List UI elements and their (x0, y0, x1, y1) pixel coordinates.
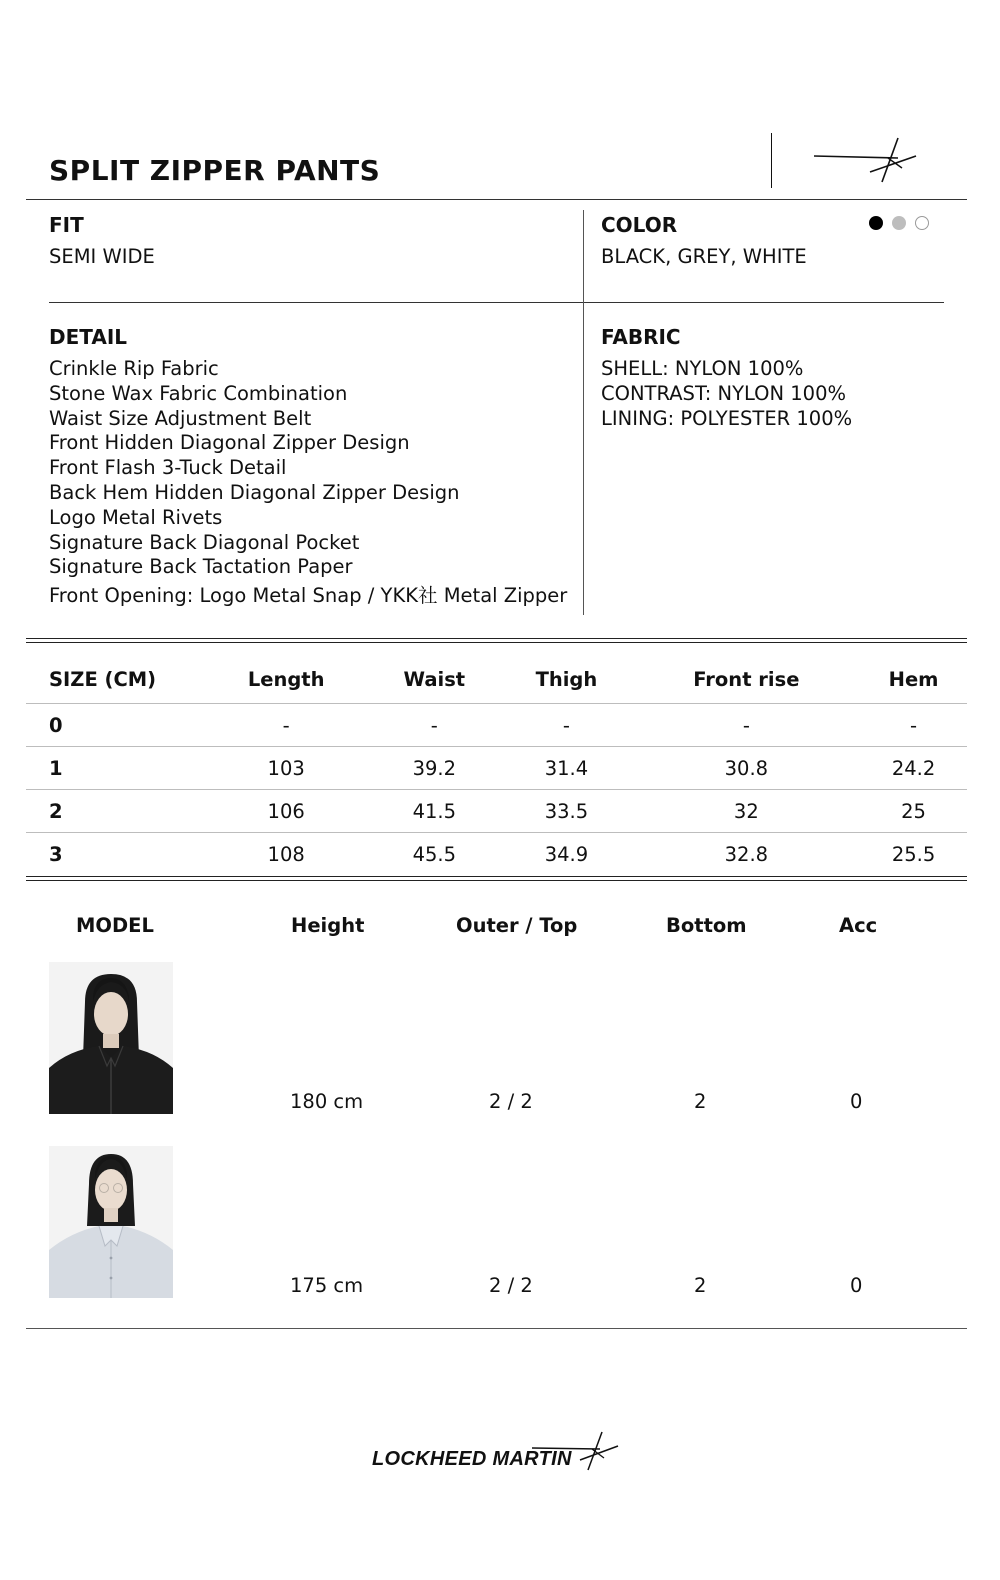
size-table (26, 656, 967, 875)
column-header: SIZE (CM) (26, 656, 204, 704)
table-cell: 32 (633, 790, 861, 833)
list-item: Back Hem Hidden Diagonal Zipper Design (49, 480, 460, 504)
table-cell: 41.5 (368, 790, 500, 833)
fit-value: SEMI WIDE (49, 245, 155, 268)
model-outer-top: 2 / 2 (489, 1090, 533, 1113)
table-cell: 31.4 (500, 747, 632, 790)
header-rule (26, 199, 967, 200)
table-cell: 32.8 (633, 833, 861, 876)
table-cell: - (860, 704, 967, 747)
color-swatch-white (915, 216, 929, 230)
section-rule-left (49, 302, 583, 303)
fabric-label: FABRIC (601, 325, 681, 349)
star-logo-icon (530, 1430, 622, 1476)
model-height: 175 cm (290, 1274, 364, 1297)
model-acc: 0 (850, 1090, 863, 1113)
table-cell: - (500, 704, 632, 747)
table-cell: 108 (204, 833, 368, 876)
column-header: Thigh (500, 656, 632, 704)
list-item: Waist Size Adjustment Belt (49, 406, 312, 430)
table-cell: 103 (204, 747, 368, 790)
height-header: Height (291, 914, 365, 937)
table-cell: 0 (26, 704, 204, 747)
detail-list (49, 357, 567, 609)
table-top-rule (26, 638, 967, 643)
column-divider (583, 210, 584, 615)
model-photo (49, 962, 173, 1114)
model-bottom: 2 (694, 1274, 707, 1297)
bottom-header: Bottom (666, 914, 747, 937)
list-item: SHELL: NYLON 100% (601, 357, 804, 380)
color-swatches (869, 216, 929, 230)
acc-header: Acc (839, 914, 878, 937)
fit-label: FIT (49, 213, 84, 237)
table-cell: 106 (204, 790, 368, 833)
fabric-list (601, 357, 852, 431)
list-item: Signature Back Diagonal Pocket (49, 530, 360, 554)
table-cell: 34.9 (500, 833, 632, 876)
column-header: Front rise (633, 656, 861, 704)
footer-brand: LOCKHEED MARTIN (372, 1448, 572, 1470)
table-row (26, 747, 967, 790)
detail-label: DETAIL (49, 325, 128, 349)
star-logo-icon (812, 134, 922, 190)
list-item: Front Hidden Diagonal Zipper Design (49, 431, 410, 455)
outer-top-header: Outer / Top (456, 914, 578, 937)
model-acc: 0 (850, 1274, 863, 1297)
list-item: LINING: POLYESTER 100% (601, 406, 853, 430)
color-swatch-grey (892, 216, 906, 230)
list-item: Front Flash 3-Tuck Detail (49, 456, 287, 480)
list-item: Logo Metal Rivets (49, 505, 223, 529)
section-bottom-rule (26, 1328, 967, 1329)
model-height: 180 cm (290, 1090, 364, 1113)
table-cell: 1 (26, 747, 204, 790)
list-item: Signature Back Tactation Paper (49, 555, 353, 579)
table-cell: 24.2 (860, 747, 967, 790)
table-row (26, 790, 967, 833)
column-header: Waist (368, 656, 500, 704)
table-cell: - (633, 704, 861, 747)
column-header: Length (204, 656, 368, 704)
table-cell: 30.8 (633, 747, 861, 790)
color-swatch-black (869, 216, 883, 230)
model-outer-top: 2 / 2 (489, 1274, 533, 1297)
section-rule-right (584, 302, 944, 303)
color-value: BLACK, GREY, WHITE (601, 245, 807, 268)
table-bottom-rule (26, 876, 967, 881)
model-bottom: 2 (694, 1090, 707, 1113)
table-cell: 25 (860, 790, 967, 833)
table-cell: - (204, 704, 368, 747)
list-item: Front Opening: Logo Metal Snap / YKK社 Metal Zipper (49, 584, 568, 608)
column-header: Hem (860, 656, 967, 704)
table-cell: 25.5 (860, 833, 967, 876)
table-cell: 33.5 (500, 790, 632, 833)
list-item: CONTRAST: NYLON 100% (601, 381, 847, 405)
table-cell: 39.2 (368, 747, 500, 790)
table-row (26, 833, 967, 876)
table-cell: 2 (26, 790, 204, 833)
table-row (26, 704, 967, 747)
model-photo (49, 1146, 173, 1298)
list-item: Crinkle Rip Fabric (49, 357, 219, 380)
header-divider (771, 133, 772, 188)
table-cell: 3 (26, 833, 204, 876)
list-item: Stone Wax Fabric Combination (49, 381, 348, 405)
page-title: SPLIT ZIPPER PANTS (49, 154, 381, 187)
table-cell: - (368, 704, 500, 747)
table-cell: 45.5 (368, 833, 500, 876)
color-label: COLOR (601, 213, 678, 237)
table-header-row (26, 656, 967, 704)
model-header: MODEL (76, 914, 154, 937)
